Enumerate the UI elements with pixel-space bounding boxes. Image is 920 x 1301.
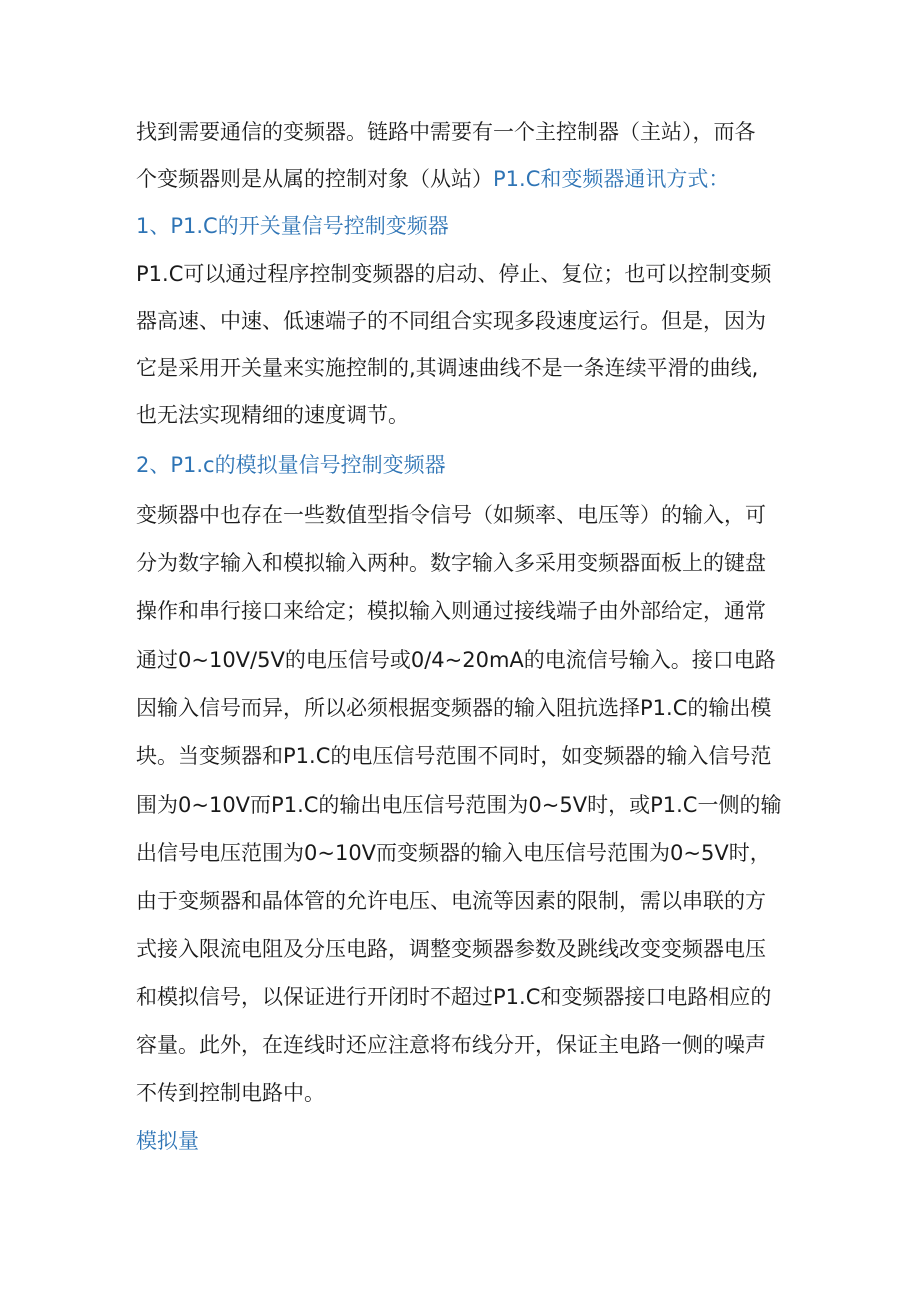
section-2-paragraph-line: 式接入限流电阻及分压电路，调整变频器参数及跳线改变变频器电压 [136, 937, 766, 961]
section-1-heading: 1、P1.C的开关量信号控制变频器 [136, 214, 449, 238]
intro-line-2-text: 个变频器则是从属的控制对象（从站） [136, 167, 493, 191]
section-2-paragraph-line: 变频器中也存在一些数值型指令信号（如频率、电压等）的输入，可 [136, 503, 766, 527]
section-2-paragraph-line: 块。当变频器和P1.C的电压信号范围不同时，如变频器的输入信号范 [136, 744, 772, 768]
section-2-paragraph-line: 容量。此外，在连线时还应注意将布线分开，保证主电路一侧的噪声 [136, 1033, 766, 1057]
intro-line-2 [136, 164, 786, 194]
section-2-heading: 2、P1.c的模拟量信号控制变频器 [136, 453, 446, 477]
section-1-paragraph-line: 它是采用开关量来实施控制的,其调速曲线不是一条连续平滑的曲线, [136, 356, 759, 380]
intro-line-1: 找到需要通信的变频器。链路中需要有一个主控制器（主站），而各 [136, 120, 756, 144]
section-2-paragraph-line: 出信号电压范围为0~10V而变频器的输入电压信号范围为0~5V时， [136, 841, 771, 865]
section-2-paragraph-line: 由于变频器和晶体管的允许电压、电流等因素的限制，需以串联的方 [136, 889, 766, 913]
analog-heading: 模拟量 [136, 1129, 199, 1153]
section-2-paragraph-line: 和模拟信号，以保证进行开闭时不超过P1.C和变频器接口电路相应的 [136, 985, 772, 1009]
section-2-paragraph-line: 分为数字输入和模拟输入两种。数字输入多采用变频器面板上的键盘 [136, 551, 766, 575]
section-1-paragraph-line: 器高速、中速、低速端子的不同组合实现多段速度运行。但是，因为 [136, 309, 766, 333]
comm-methods-heading: P1.C和变频器通讯方式： [493, 167, 730, 191]
section-2-paragraph-line: 围为0~10V而P1.C的输出电压信号范围为0~5V时，或P1.C一侧的输 [136, 793, 782, 817]
section-2-paragraph-line: 通过0~10V/5V的电压信号或0/4~20mA的电流信号输入。接口电路 [136, 648, 776, 672]
section-2-paragraph-line: 不传到控制电路中。 [136, 1081, 325, 1105]
section-1-paragraph-line: P1.C可以通过程序控制变频器的启动、停止、复位；也可以控制变频 [136, 262, 772, 286]
section-2-paragraph-line: 因输入信号而异，所以必须根据变频器的输入阻抗选择P1.C的输出模 [136, 696, 772, 720]
section-1-paragraph-line: 也无法实现精细的速度调节。 [136, 403, 409, 427]
section-2-paragraph-line: 操作和串行接口来给定；模拟输入则通过接线端子由外部给定，通常 [136, 599, 766, 623]
